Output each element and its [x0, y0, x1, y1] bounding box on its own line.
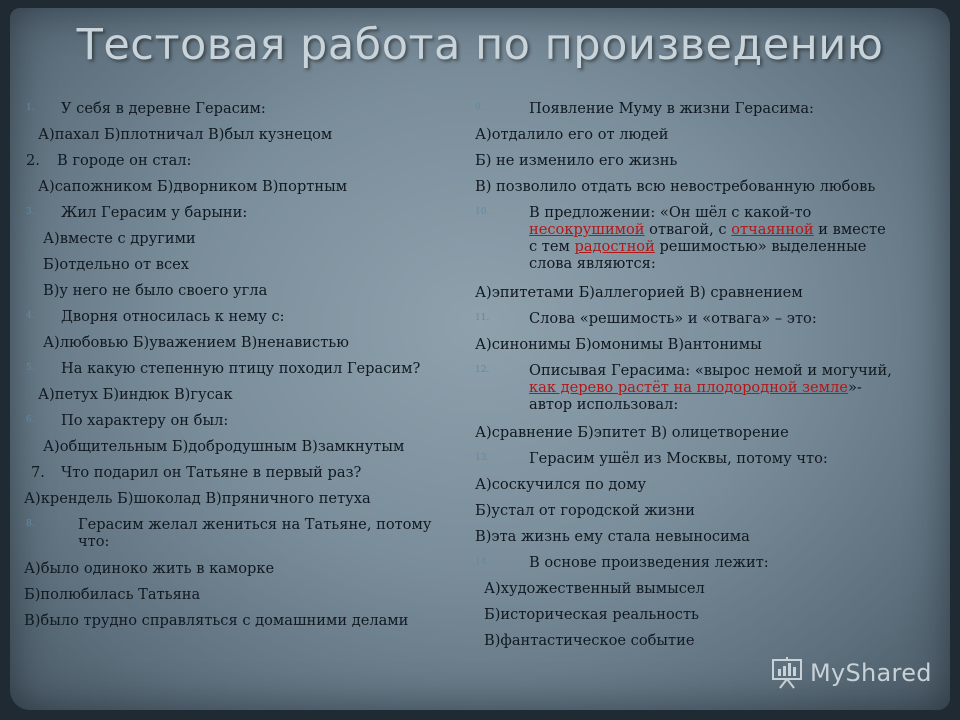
question-number-10: 10.	[475, 207, 490, 217]
highlight-word-2: отчаянной	[731, 221, 814, 238]
question-12-line-3: автор использовал:	[529, 396, 679, 413]
answer-14c: В)фантастическое событие	[484, 632, 695, 649]
question-number-12: 12.	[475, 365, 490, 375]
highlight-word-1: несокрушимой	[529, 221, 645, 238]
question-10-line-2: несокрушимой отвагой, с отчаянной и вместе	[529, 221, 886, 238]
question-number-5: 5.	[26, 363, 35, 373]
question-11: Слова «решимость» и «отвага» – это:	[529, 310, 817, 327]
answer-10: А)эпитетами Б)аллегорией В) сравнением	[475, 284, 803, 301]
answer-8b: Б)полюбилась Татьяна	[24, 586, 201, 603]
question-12-line-1: Описывая Герасима: «вырос немой и могучий,	[529, 362, 892, 379]
question-10-line-4: слова являются:	[529, 255, 656, 272]
answer-13a: А)соскучился по дому	[475, 476, 647, 493]
answer-4: А)любовью Б)уважением В)ненавистью	[43, 334, 349, 351]
question-10-line-3: с тем радостной решимостью» выделенные	[529, 238, 867, 255]
question-2: В городе он стал:	[57, 152, 192, 169]
answer-8c: В)было трудно справляться с домашними делами	[24, 612, 409, 629]
answer-11: А)синонимы Б)омонимы В)антонимы	[475, 336, 762, 353]
question-number-14: 14.	[475, 557, 490, 567]
question-number-9: 9.	[475, 103, 484, 113]
question-4: Дворня относилась к нему с:	[61, 308, 285, 325]
answer-14a: А)художественный вымысел	[484, 580, 705, 597]
answer-1: А)пахал Б)плотничал В)был кузнецом	[38, 126, 333, 143]
answer-9c: В) позволило отдать всю невостребованную любовь	[475, 178, 876, 195]
question-number-1: 1.	[26, 103, 35, 113]
highlight-word-3: радостной	[574, 238, 655, 255]
answer-12: А)сравнение Б)эпитет В) олицетворение	[475, 424, 789, 441]
question-number-11: 11.	[475, 313, 490, 323]
myshared-logo	[770, 657, 940, 691]
question-number-6: 6.	[26, 415, 35, 425]
answer-9b: Б) не изменило его жизнь	[475, 152, 678, 169]
question-number-3: 3.	[26, 207, 35, 217]
answer-14b: Б)историческая реальность	[484, 606, 699, 623]
question-7: Что подарил он Татьяне в первый раз?	[61, 464, 362, 481]
answer-3b: Б)отдельно от всех	[43, 256, 190, 273]
question-number-7: 7.	[31, 464, 45, 481]
question-5: На какую степенную птицу походил Герасим?	[61, 360, 421, 377]
answer-8a: А)было одиноко жить в каморке	[24, 560, 275, 577]
question-number-13: 13.	[475, 453, 490, 463]
question-number-2: 2.	[26, 152, 40, 169]
answer-13c: В)эта жизнь ему стала невыносима	[475, 528, 750, 545]
answer-3a: А)вместе с другими	[43, 230, 196, 247]
question-9: Появление Муму в жизни Герасима:	[529, 100, 814, 117]
question-3: Жил Герасим у барыни:	[61, 204, 248, 221]
question-8-line-1: Герасим желал жениться на Татьяне, потому	[78, 516, 432, 533]
question-number-4: 4.	[26, 311, 35, 321]
slide-title: Тестовая работа по произведению	[76, 20, 884, 70]
question-14: В основе произведения лежит:	[529, 554, 769, 571]
question-6: По характеру он был:	[61, 412, 229, 429]
question-number-8: 8.	[26, 519, 35, 529]
answer-6: А)общительным Б)добродушным В)замкнутым	[43, 438, 405, 455]
answer-2: А)сапожником Б)дворником В)портным	[38, 178, 348, 195]
question-8-line-2: что:	[78, 533, 110, 550]
question-10-line-1: В предложении: «Он шёл с какой-то	[529, 204, 812, 221]
question-12-line-2: как дерево растёт на плодородной земле»-	[529, 379, 862, 396]
answer-5: А)петух Б)индюк В)гусак	[38, 386, 233, 403]
question-13: Герасим ушёл из Москвы, потому что:	[529, 450, 828, 467]
logo-text: MyShared	[810, 659, 932, 687]
question-1: У себя в деревне Герасим:	[61, 100, 266, 117]
highlight-phrase: как дерево растёт на плодородной земле	[529, 379, 848, 396]
presentation-board-icon	[770, 657, 804, 689]
answer-13b: Б)устал от городской жизни	[475, 502, 695, 519]
answer-7: А)крендель Б)шоколад В)пряничного петуха	[24, 490, 371, 507]
answer-9a: А)отдалило его от людей	[475, 126, 669, 143]
answer-3c: В)у него не было своего угла	[43, 282, 268, 299]
